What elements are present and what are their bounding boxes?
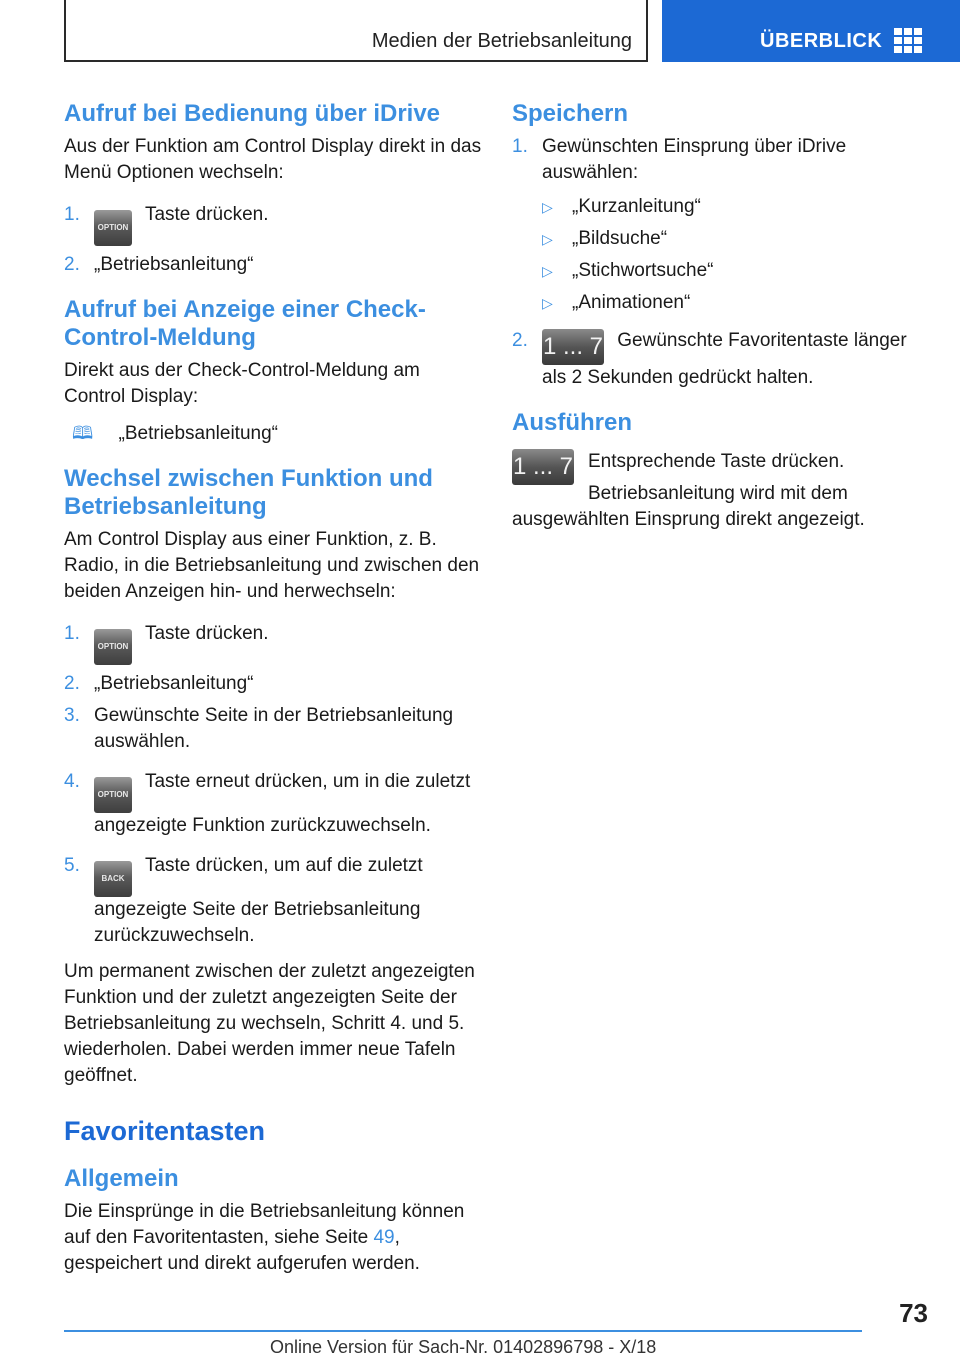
- section-heading: Ausführen: [512, 409, 632, 436]
- triangle-bullet-icon: ▷: [542, 263, 553, 279]
- page-number: 73: [899, 1298, 928, 1328]
- triangle-bullet-icon: ▷: [542, 231, 553, 247]
- section-heading: Speichern: [512, 100, 629, 127]
- right-column: [512, 100, 928, 543]
- section-heading: Allgemein: [64, 1165, 179, 1192]
- section-switch: [64, 465, 482, 1089]
- step-item: 1. OPTION Taste drücken.: [64, 621, 482, 665]
- paragraph: Direkt aus der Check-Control-Meldung am Control Display:: [64, 360, 420, 407]
- step-item: 3. Gewünschte Seite in der Betriebsanleitung auswählen.: [64, 705, 454, 752]
- footer-text: Online Version für Sach-Nr. 01402896798 - X/18: [270, 1337, 657, 1357]
- option-item: ▷ „Animationen“: [542, 290, 928, 316]
- section-heading: Wechsel zwischen Funktion und Betriebsanleitung: [64, 465, 433, 520]
- step-item: 5. BACK Taste drücken, um auf die zuletzt angezeigte Seite der Betriebsanleitung zurückzuwechseln.: [64, 855, 423, 946]
- favorite-keys-icon: 1 ... 7: [542, 329, 604, 365]
- section-label: ÜBERBLICK: [760, 30, 883, 52]
- grid-icon: [894, 28, 924, 54]
- paragraph: Am Control Display aus einer Funktion, z. B. Radio, in die Betriebsanleitung und zwischen den beiden Anzeigen hin- und herwechseln:: [64, 529, 480, 602]
- option-button-icon: OPTION: [94, 629, 132, 665]
- page-link[interactable]: 49: [373, 1227, 395, 1248]
- option-item: ▷ „Kurzanleitung“: [542, 194, 928, 220]
- section-ausfuehren: [512, 409, 928, 533]
- paragraph: Um permanent zwischen der zuletzt angezeigten Funktion und der zuletzt angezeigten Seite der Betriebsanleitung zu wechseln, Schritt 4. und 5. wiederholen. Dabei werden immer neue Tafeln geöffnet.: [64, 961, 475, 1086]
- paragraph: Entsprechende Taste drücken.: [588, 451, 845, 472]
- triangle-bullet-icon: ▷: [542, 199, 553, 215]
- step-item: 1. OPTION Taste drücken.: [64, 202, 482, 246]
- favorite-keys-icon: 1 ... 7: [512, 449, 574, 485]
- step-item: 2. „Betriebsanleitung“: [64, 673, 254, 694]
- step-item: 1. Gewünschten Einsprung über iDrive auswählen: ▷ „Kurzanleitung“ ▷ „Bildsuche“ ▷ „Stichwortsuche“ ▷ „Animationen“: [512, 134, 928, 316]
- section-heading: Aufruf bei Anzeige einer Check-Control-Meldung: [64, 296, 426, 351]
- step-item: 4. OPTION Taste erneut drücken, um in die zuletzt angezeigte Funktion zurückzuwechseln.: [64, 771, 471, 836]
- option-button-icon: OPTION: [94, 210, 132, 246]
- header-section-tab[interactable]: [662, 0, 960, 62]
- section-idrive: [64, 100, 482, 278]
- option-button-icon: OPTION: [94, 777, 132, 813]
- paragraph: Aus der Funktion am Control Display direkt in das Menü Optionen wechseln:: [64, 136, 482, 183]
- section-heading: Aufruf bei Bedienung über iDrive: [64, 100, 441, 127]
- header-title-box: [64, 0, 648, 62]
- back-button-icon: BACK: [94, 861, 132, 897]
- paragraph: Die Einsprünge in die Betriebsanleitung können auf den Favoritentasten, siehe Seite 49, gespeichert und direkt aufgerufen werden.: [64, 1201, 465, 1274]
- step-item: 2. „Betriebsanleitung“: [64, 254, 254, 275]
- book-info-icon: 🕮: [72, 423, 94, 443]
- option-item: ▷ „Bildsuche“: [542, 226, 928, 252]
- section-check-control: [64, 296, 482, 447]
- section-speichern: [512, 100, 928, 391]
- step-item: 2. 1 ... 7 Gewünschte Favoritentaste länger als 2 Sekunden gedrückt halten.: [512, 330, 907, 388]
- chapter-heading: Favoritentasten: [64, 1116, 266, 1146]
- option-item: ▷ „Stichwortsuche“: [542, 258, 928, 284]
- triangle-bullet-icon: ▷: [542, 295, 553, 311]
- footer-divider: [64, 1330, 862, 1332]
- book-line: 🕮 „Betriebsanleitung“: [64, 420, 482, 447]
- execute-block: [512, 449, 928, 533]
- header-title: Medien der Betriebsanleitung: [371, 30, 632, 52]
- section-favorites: [64, 1115, 482, 1277]
- paragraph: Betriebsanleitung wird mit dem ausgewählten Einsprung direkt angezeigt.: [512, 483, 865, 530]
- left-column: [64, 100, 482, 1287]
